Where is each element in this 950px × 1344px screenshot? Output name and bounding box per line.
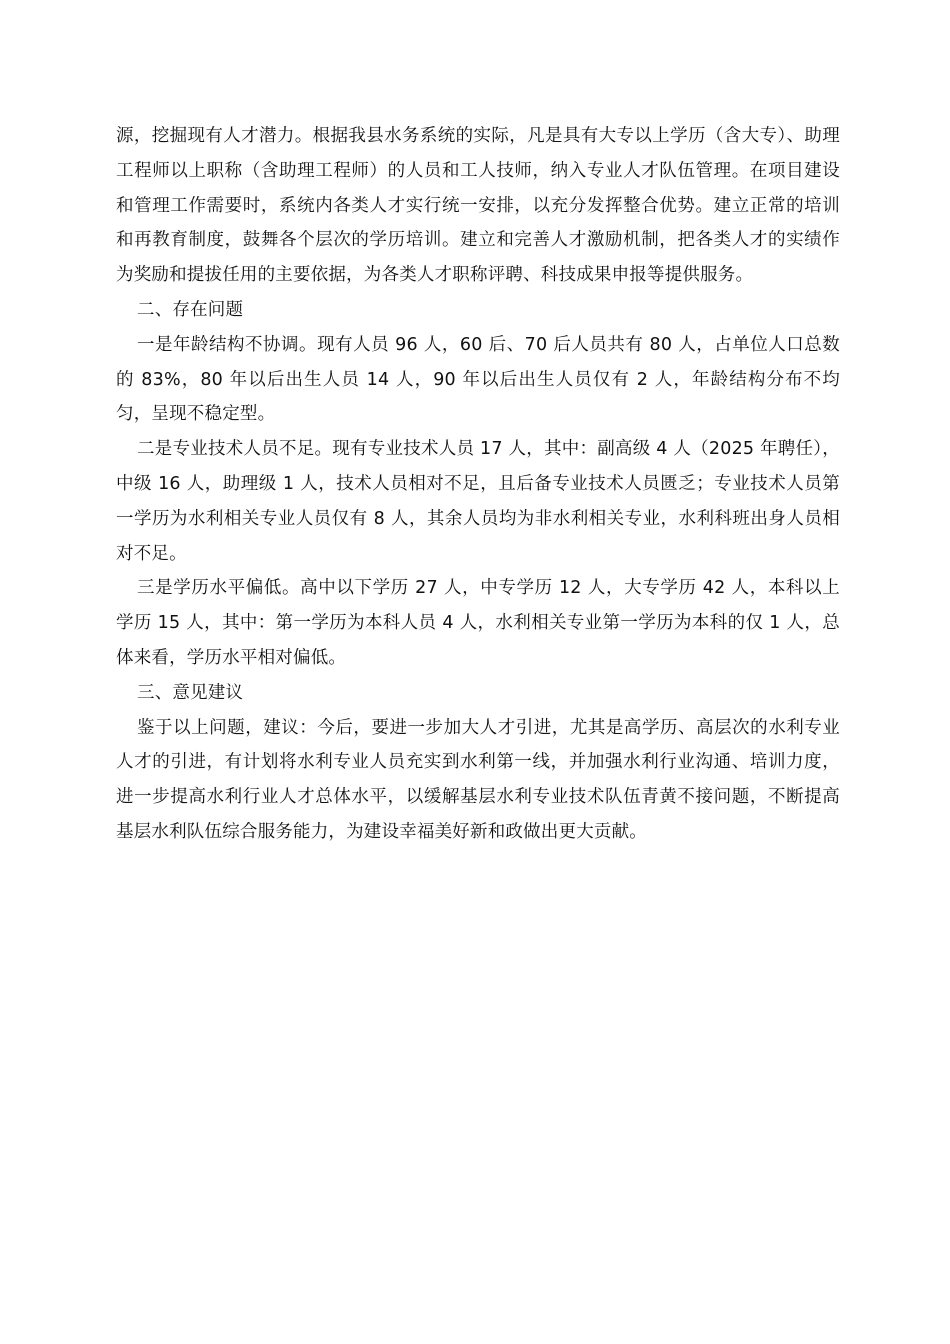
paragraph-technical-staff: 二是专业技术人员不足。现有专业技术人员 17 人，其中：副高级 4 人（2025 年聘任），中级 16 人，助理级 1 人，技术人员相对不足，且后备专业技术人员匮乏；专业技术人员第一学历为水利相关专业人员仅有 8 人，其余人员均为非水利相关专业，水利科班出身人员相对不足。 <box>116 439 840 564</box>
paragraph-age-structure: 一是年龄结构不协调。现有人员 96 人，60 后、70 后人员共有 80 人，占单位人口总数的 83%，80 年以后出生人员 14 人，90 年以后出生人员仅有 2 人，年龄结构分布不均匀，呈现不稳定型。 <box>116 334 840 425</box>
section-heading-suggestions: 三、意见建议 <box>137 682 244 703</box>
paragraph-suggestions: 鉴于以上问题，建议：今后，要进一步加大人才引进，尤其是高学历、高层次的水利专业人才的引进，有计划将水利专业人员充实到水利第一线，并加强水利行业沟通、培训力度，进一步提高水利行业人才总体水平，以缓解基层水利专业技术队伍青黄不接问题，不断提高基层水利队伍综合服务能力，为建设幸福美好新和政做出更大贡献。 <box>116 717 840 842</box>
paragraph-education-level: 三是学历水平偏低。高中以下学历 27 人，中专学历 12 人，大专学历 42 人，本科以上学历 15 人，其中：第一学历为本科人员 4 人，水利相关专业第一学历为本科的仅 1 人，总体来看，学历水平相对偏低。 <box>116 578 840 668</box>
document-body <box>116 119 840 850</box>
paragraph-continuation: 源，挖掘现有人才潜力。根据我县水务系统的实际，凡是具有大专以上学历（含大专）、助理工程师以上职称（含助理工程师）的人员和工人技师，纳入专业人才队伍管理。在项目建设和管理工作需要时，系统内各类人才实行统一安排，以充分发挥整合优势。建立正常的培训和再教育制度，鼓舞各个层次的学历培训。建立和完善人才激励机制，把各类人才的实绩作为奖励和提拔任用的主要依据，为各类人才职称评聘、科技成果申报等提供服务。 <box>116 126 840 286</box>
section-heading-problems: 二、存在问题 <box>137 299 244 320</box>
